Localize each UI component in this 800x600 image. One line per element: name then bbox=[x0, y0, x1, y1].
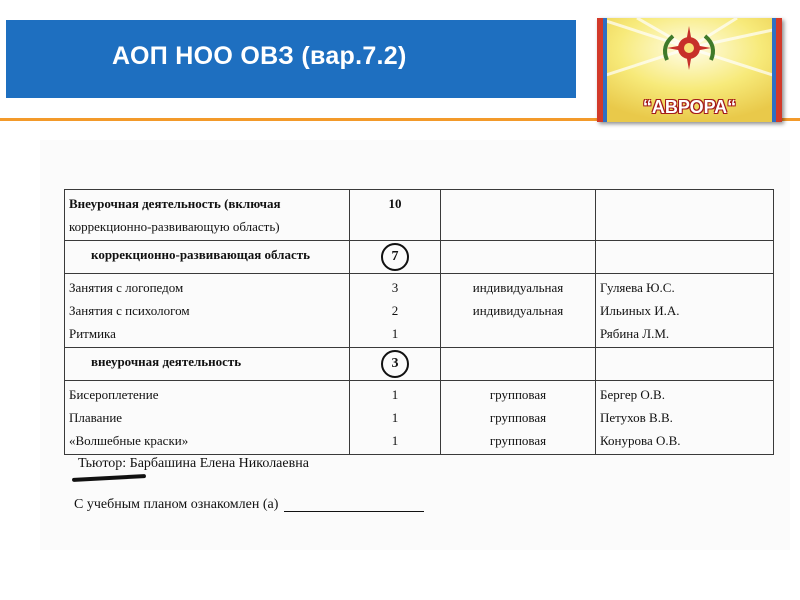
form-value: индивидуальная bbox=[472, 303, 564, 318]
hours-value: 3 bbox=[391, 280, 399, 295]
activity-cell bbox=[65, 274, 350, 348]
teacher-name: Бергер О.В. bbox=[600, 387, 665, 402]
activity-name: Плавание bbox=[69, 410, 123, 425]
form-value: групповая bbox=[489, 387, 547, 402]
teacher-cell bbox=[596, 241, 774, 274]
teacher-cell bbox=[596, 274, 774, 348]
signature-line bbox=[284, 511, 424, 512]
teacher-cell bbox=[596, 348, 774, 381]
signoff-text: С учебным планом ознакомлен (а) bbox=[74, 497, 279, 512]
hours-value: 1 bbox=[391, 326, 399, 341]
teacher-cell bbox=[596, 381, 774, 455]
section-heading: коррекционно-развивающая область bbox=[65, 241, 350, 274]
section-heading: внеурочная деятельность bbox=[65, 348, 350, 381]
hours-cell: 10 bbox=[350, 190, 441, 241]
activity-name: Бисероплетение bbox=[69, 387, 159, 402]
activity-cell bbox=[65, 190, 350, 241]
circled-hours: 7 bbox=[381, 243, 409, 271]
activity-name: Занятия с психологом bbox=[69, 303, 190, 318]
table-row bbox=[65, 381, 774, 455]
hours-value: 2 bbox=[391, 303, 399, 318]
form-cell bbox=[441, 241, 596, 274]
slide-title: АОП НОО ОВЗ (вар.7.2) bbox=[112, 42, 407, 70]
row-title: Внеурочная деятельность (включая bbox=[69, 196, 281, 211]
hours-cell bbox=[350, 274, 441, 348]
tutor-line: Тьютор: Барбашина Елена Николаевна bbox=[78, 456, 309, 471]
form-value: индивидуальная bbox=[472, 280, 564, 295]
teacher-name: Конурова О.В. bbox=[600, 433, 681, 448]
hours-cell bbox=[350, 348, 441, 381]
teacher-name: Ильиных И.А. bbox=[600, 303, 680, 318]
table-row bbox=[65, 274, 774, 348]
hours-cell bbox=[350, 381, 441, 455]
form-cell bbox=[441, 381, 596, 455]
table-row bbox=[65, 348, 774, 381]
hours-value: 1 bbox=[391, 410, 399, 425]
hours-value: 1 bbox=[391, 387, 399, 402]
teacher-cell bbox=[596, 190, 774, 241]
circled-hours: 3 bbox=[381, 350, 409, 378]
teacher-name: Петухов В.В. bbox=[600, 410, 673, 425]
activity-name: Ритмика bbox=[69, 326, 116, 341]
form-value: групповая bbox=[489, 410, 547, 425]
form-cell bbox=[441, 190, 596, 241]
activity-name: «Волшебные краски» bbox=[69, 433, 189, 448]
aurora-logo bbox=[597, 18, 782, 122]
teacher-name: Рябина Л.М. bbox=[600, 326, 670, 341]
table-row bbox=[65, 190, 774, 241]
curriculum-table bbox=[64, 189, 774, 455]
table-row bbox=[65, 241, 774, 274]
activity-cell bbox=[65, 381, 350, 455]
form-cell bbox=[441, 274, 596, 348]
form-value: групповая bbox=[489, 433, 547, 448]
activity-name: Занятия с логопедом bbox=[69, 280, 184, 295]
hours-value: 1 bbox=[391, 433, 399, 448]
logo-text: “АВРОРА“ bbox=[642, 97, 737, 117]
hours-cell bbox=[350, 241, 441, 274]
form-cell bbox=[441, 348, 596, 381]
row-subtitle: коррекционно-развивающую область) bbox=[69, 219, 280, 234]
teacher-name: Гуляева Ю.С. bbox=[600, 280, 675, 295]
